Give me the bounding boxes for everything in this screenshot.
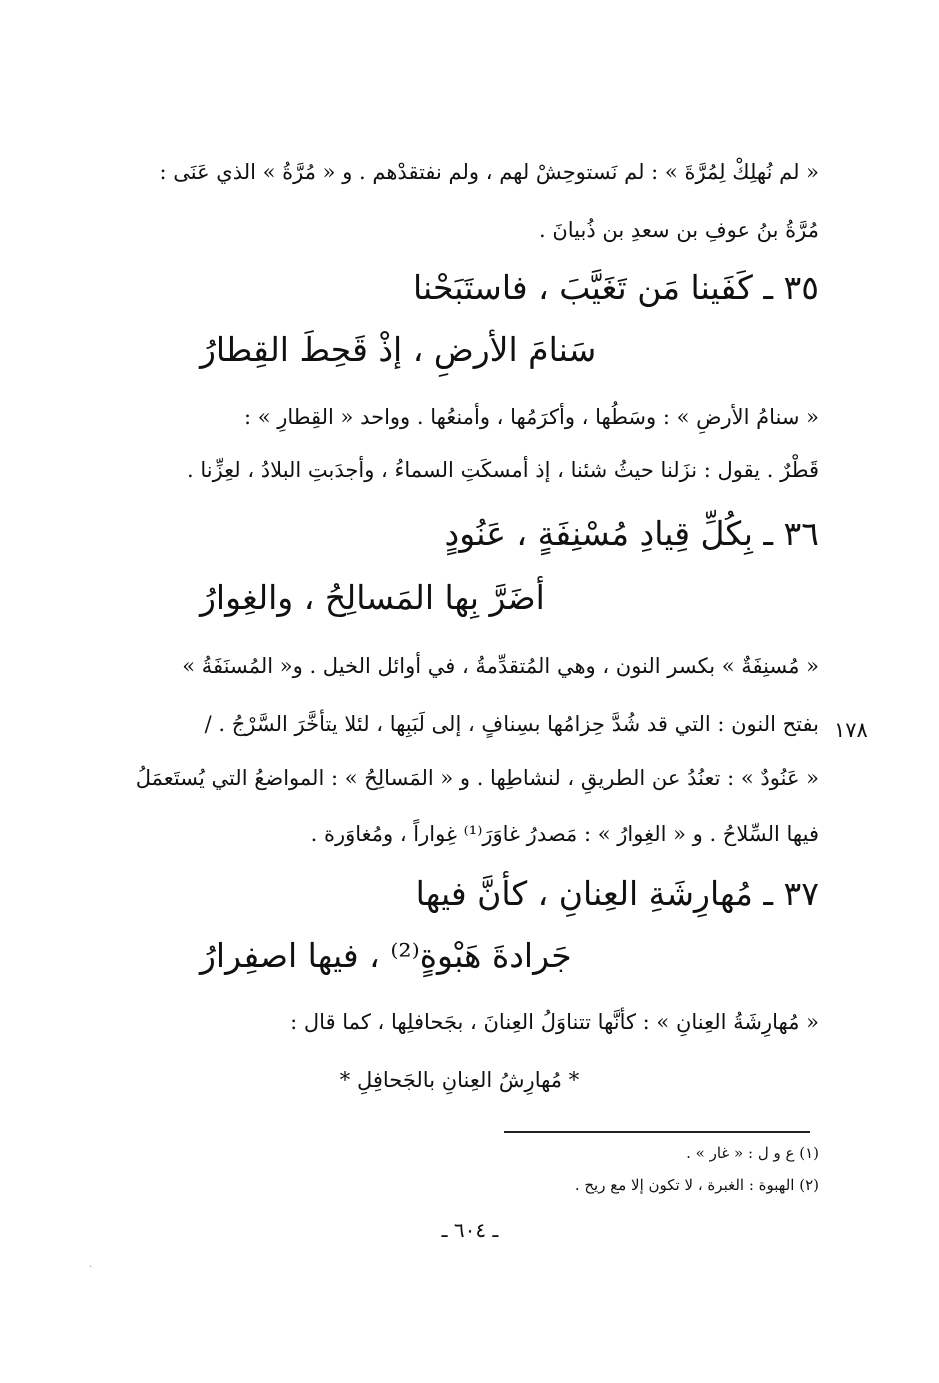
- commentary-line: مُرَّةُ بنُ عوفِ بن سعدِ بن ذُبيانَ .: [539, 218, 819, 242]
- commentary-line: « عَنُودٌ » : تعنُدُ عن الطريقِ ، لنشاطِها . و « المَسالِحُ » : المواضعُ التي يُستَعمَلُ: [135, 766, 819, 790]
- scan-speck: ·: [89, 1262, 93, 1273]
- page-number: ـ ٦٠٤ ـ: [441, 1218, 499, 1242]
- commentary-line: « سنامُ الأرضِ » : وسَطُها ، وأكرَمُها ، وأمنعُها . وواحد « القِطارِ » :: [243, 405, 819, 429]
- commentary-line: قَطْرٌ . يقول : نزَلنا حيثُ شئنا ، إذ أمسكَتِ السماءُ ، وأجدَبتِ البلادُ ، لعِزِّنا .: [186, 458, 819, 482]
- verse-37-first-hemistich: ٣٧ ـ مُهارِشَةِ العِنانِ ، كأنَّ فيها: [415, 874, 819, 913]
- verse-37-second-hemistich: جَرادةَ هَبْوةٍ⁽²⁾ ، فيها اصفِرارُ: [200, 936, 572, 975]
- quoted-hemistich: * مُهارِشُ العِنانِ بالجَحافِلِ *: [339, 1068, 580, 1092]
- margin-folio-number: ١٧٨: [834, 718, 868, 742]
- commentary-line: « مُسنِفَةٌ » بكسر النون ، وهي المُتقدِّمةُ ، في أوائل الخيل . و« المُسنَفَةُ »: [182, 654, 819, 678]
- verse-35-first-hemistich: ٣٥ ـ كَفَينا مَن تَغَيَّبَ ، فاستَبَحْنا: [412, 268, 819, 307]
- footnote-2: (٢) الهبوة : الغبرة ، لا تكون إلا مع ريح .: [574, 1176, 819, 1194]
- footnote-1: (١) ع و ل : « غار » .: [686, 1144, 819, 1162]
- commentary-line: « لم نُهلِكْ لِمُرَّةَ » : لم نَستوحِشْ لهم ، ولم نفتقدْهم . و « مُرَّةُ » الذي عَنَى :: [159, 160, 819, 184]
- commentary-line: فيها السِّلاحُ . و « الغِوارُ » : مَصدرُ غاوَرَ⁽¹⁾ غِواراً ، ومُغاوَرة .: [310, 822, 819, 846]
- footnote-divider: [504, 1131, 810, 1133]
- commentary-line: بفتح النون : التي قد شُدَّ حِزامُها بسِنافٍ ، إلى لَبَبِها ، لئلا يتأخَّرَ السَّرْجُ . /: [204, 712, 819, 736]
- commentary-line: « مُهارِشَةُ العِنانِ » : كأنَّها تتناوَلُ العِنانَ ، بجَحافلِها ، كما قال :: [290, 1010, 819, 1034]
- verse-36-first-hemistich: ٣٦ ـ بِكُلِّ قِيادِ مُسْنِفَةٍ ، عَنُودٍ: [444, 514, 819, 553]
- verse-35-second-hemistich: سَنامَ الأرضِ ، إذْ قَحِطَ القِطارُ: [200, 330, 597, 369]
- verse-36-second-hemistich: أضَرَّ بِها المَسالِحُ ، والغِوارُ: [200, 578, 545, 617]
